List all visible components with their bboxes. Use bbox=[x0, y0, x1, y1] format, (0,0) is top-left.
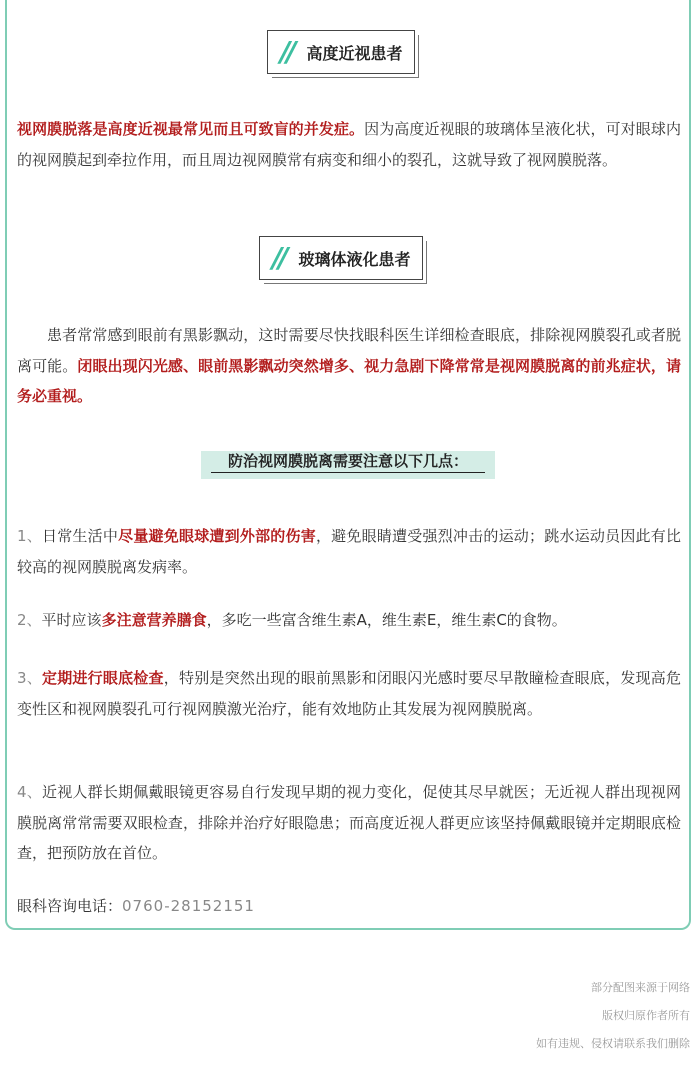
tip-number: 2、 bbox=[17, 611, 42, 629]
highlight-text: 闭眼出现闪光感、眼前黑影飘动突然增多、视力急剧下降常常是视网膜脱离的前兆症状，请务必重视。 bbox=[17, 356, 681, 405]
quote-icon: // bbox=[280, 35, 293, 68]
tip-number: 3、 bbox=[17, 669, 42, 687]
paragraph-vitreous bbox=[17, 320, 681, 412]
tip-post: ，特别是突然出现的眼前黑影和闭眼闪光感时要尽早散瞳检查眼底，发现高危变性区和视网膜裂孔可行视网膜激光治疗，能有效地防止其发展为视网膜脱离。 bbox=[17, 669, 681, 718]
contact-label: 眼科咨询电话： bbox=[17, 897, 123, 915]
tip-number: 4、 bbox=[17, 783, 42, 801]
tip-item bbox=[17, 521, 681, 582]
section-heading-text: 高度近视患者 bbox=[306, 43, 403, 63]
footer-takedown-note: 如有违规、侵权请联系我们删除 bbox=[536, 1037, 690, 1050]
quote-icon: // bbox=[272, 241, 285, 274]
tip-pre: 平时应该 bbox=[41, 611, 102, 629]
tip-item bbox=[17, 663, 681, 724]
footer-copyright-note: 版权归原作者所有 bbox=[602, 1009, 690, 1022]
tip-post: ，多吃一些富含维生素A，维生素E，维生素C的食物。 bbox=[206, 611, 567, 629]
highlight-text: 视网膜脱落是高度近视最常见而且可致盲的并发症。 bbox=[17, 120, 365, 138]
contact-phone: 0760-28152151 bbox=[122, 897, 255, 915]
section-heading-text: 玻璃体液化患者 bbox=[298, 249, 411, 269]
section-heading-prevention: 防治视网膜脱离需要注意以下几点： bbox=[211, 451, 485, 473]
tip-pre: 日常生活中 bbox=[41, 527, 119, 545]
paragraph-high-myopia bbox=[17, 114, 681, 175]
contact-line bbox=[17, 891, 681, 922]
tip-number: 1、 bbox=[17, 527, 42, 545]
tip-post: ，避免眼睛遭受强烈冲击的运动；跳水运动员因此有比较高的视网膜脱离发病率。 bbox=[17, 527, 681, 576]
tip-highlight: 定期进行眼底检查 bbox=[41, 669, 164, 687]
tip-pre: 近视人群长期佩戴眼镜更容易自行发现早期的视力变化，促使其尽早就医；无近视人群出现视网膜脱离常常需要双眼检查，排除并治疗好眼隐患；而高度近视人群更应该坚持佩戴眼镜并定期眼底检查，把预防放在首位。 bbox=[17, 783, 681, 862]
body-text: 患者常常感到眼前有黑影飘动，这时需要尽快找眼科医生详细检查眼底，排除视网膜裂孔或者脱离可能。 bbox=[17, 326, 681, 375]
body-text: 因为高度近视眼的玻璃体呈液化状，可对眼球内的视网膜起到牵拉作用，而且周边视网膜常有病变和细小的裂孔，这就导致了视网膜脱落。 bbox=[17, 120, 681, 169]
footer-source-note: 部分配图来源于网络 bbox=[591, 981, 690, 994]
tip-highlight: 多注意营养膳食 bbox=[101, 611, 207, 629]
tip-highlight: 尽量避免眼球遭到外部的伤害 bbox=[118, 527, 316, 545]
section-heading-high-myopia bbox=[267, 30, 415, 74]
tip-item bbox=[17, 605, 681, 636]
section-heading-vitreous bbox=[259, 236, 423, 280]
tip-item bbox=[17, 777, 681, 869]
